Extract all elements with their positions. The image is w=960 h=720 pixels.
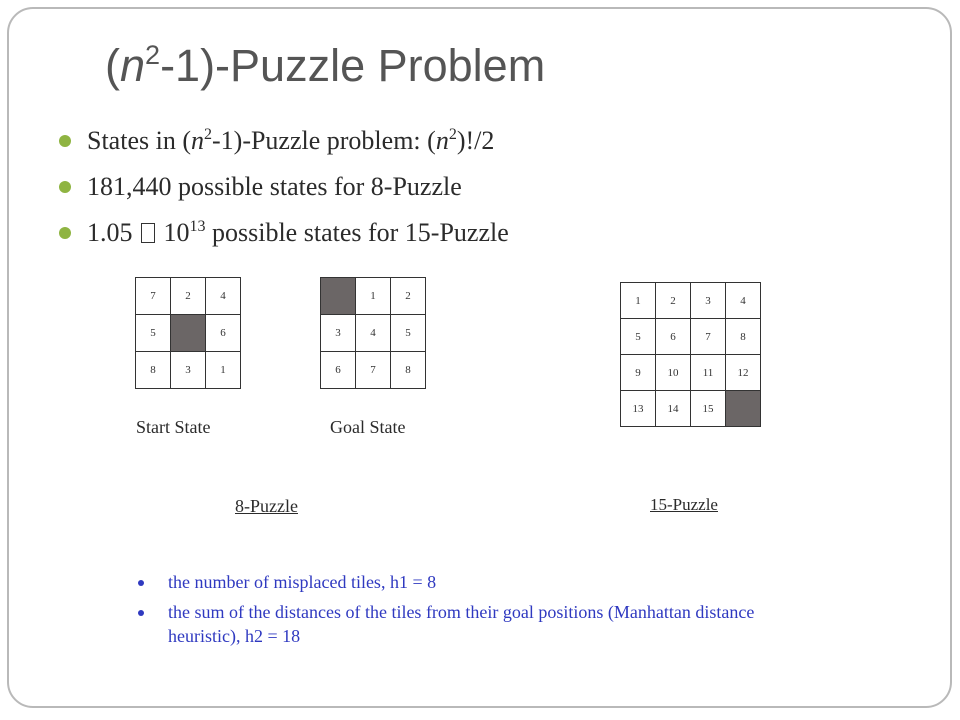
fifteen-puzzle-tile: 11 (691, 355, 726, 391)
heuristics-list (138, 570, 828, 654)
goal-state-caption: Goal State (330, 417, 406, 437)
start-state-tile: 1 (206, 352, 241, 389)
start-state-tile: 3 (171, 352, 206, 389)
start-state-tile: 4 (206, 278, 241, 315)
start-state-row (136, 278, 241, 315)
fifteen-puzzle-tile: 2 (656, 283, 691, 319)
start-state-tile: 8 (136, 352, 171, 389)
start-state-grid (135, 277, 241, 389)
fifteen-puzzle-tile: 1 (621, 283, 656, 319)
goal-state-tile: 7 (356, 352, 391, 389)
fifteen-puzzle-grid (620, 282, 761, 427)
goal-state-tile: 4 (356, 315, 391, 352)
fifteen-puzzle-tile: 10 (656, 355, 691, 391)
fifteen-puzzle-tile: 5 (621, 319, 656, 355)
fifteen-puzzle-tile: 4 (726, 283, 761, 319)
fifteen-puzzle-blank-tile (726, 391, 761, 427)
fifteen-puzzle-tile: 13 (621, 391, 656, 427)
missing-glyph-icon (141, 223, 155, 243)
fifteen-puzzle-row (621, 319, 761, 355)
start-state-tile: 7 (136, 278, 171, 315)
start-state-row (136, 352, 241, 389)
fifteen-puzzle-tile: 9 (621, 355, 656, 391)
fifteen-puzzle-row (621, 391, 761, 427)
start-state-tile: 5 (136, 315, 171, 352)
main-bullet-list (57, 118, 509, 256)
start-state-blank-tile (171, 315, 206, 352)
heuristic-misplaced-tiles: the number of misplaced tiles, h1 = 8 (138, 570, 788, 594)
fifteen-puzzle-row (621, 283, 761, 319)
bullet-dot-icon (138, 580, 144, 586)
start-state-tile: 6 (206, 315, 241, 352)
bullet-dot-icon (59, 181, 71, 193)
fifteen-puzzle-label: 15-Puzzle (650, 495, 718, 514)
goal-state-row (321, 315, 426, 352)
bullet-dot-icon (59, 135, 71, 147)
bullet-15-puzzle-states: 1.05 $10^{13}$ possible states for 15-Puzzle (57, 210, 509, 256)
goal-state-tile: 8 (391, 352, 426, 389)
goal-state-tile: 6 (321, 352, 356, 389)
goal-state-row (321, 278, 426, 315)
fifteen-puzzle-tile: 12 (726, 355, 761, 391)
goal-state-tile: 2 (391, 278, 426, 315)
bullet-8-puzzle-states: 181,440 possible states for 8-Puzzle (57, 164, 509, 210)
fifteen-puzzle-tile: 3 (691, 283, 726, 319)
fifteen-puzzle-tile: 8 (726, 319, 761, 355)
eight-puzzle-label: 8-Puzzle (235, 496, 298, 516)
fifteen-puzzle-tile: 14 (656, 391, 691, 427)
fifteen-puzzle-tile: 7 (691, 319, 726, 355)
fifteen-puzzle-tile: 6 (656, 319, 691, 355)
fifteen-puzzle-tile: 15 (691, 391, 726, 427)
goal-state-grid (320, 277, 426, 389)
heuristic-manhattan-distance: the sum of the distances of the tiles from their goal positions (Manhattan distance heuristic), h2 = 18 (138, 600, 828, 648)
slide-title: $(n^2-1)$-Puzzle Problem (105, 40, 546, 91)
goal-state-tile: 3 (321, 315, 356, 352)
start-state-row (136, 315, 241, 352)
bullet-state-formula: States in $(n^2-1)$-Puzzle problem: $(n^2)!/2$ (57, 118, 509, 164)
goal-state-tile: 1 (356, 278, 391, 315)
bullet-dot-icon (59, 227, 71, 239)
start-state-tile: 2 (171, 278, 206, 315)
start-state-caption: Start State (136, 417, 211, 437)
fifteen-puzzle-row (621, 355, 761, 391)
goal-state-tile: 5 (391, 315, 426, 352)
goal-state-blank-tile (321, 278, 356, 315)
goal-state-row (321, 352, 426, 389)
bullet-dot-icon (138, 610, 144, 616)
